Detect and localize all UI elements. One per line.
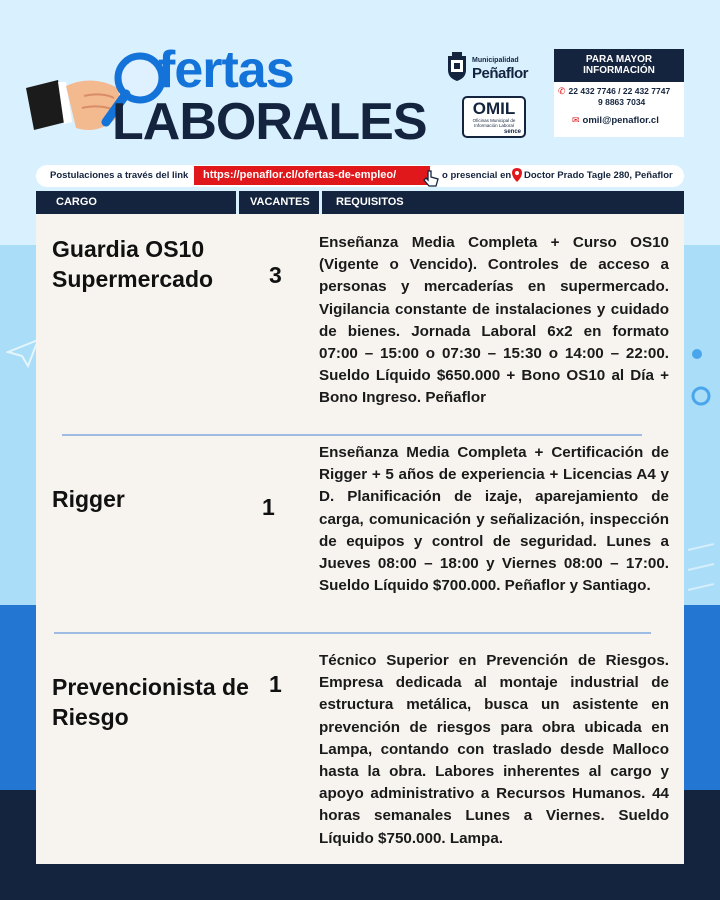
column-header-vacantes: VACANTES	[239, 191, 319, 214]
phone-line-1: ✆ 22 432 7746 / 22 432 7747	[558, 86, 671, 96]
pointer-hand-icon	[422, 169, 440, 187]
requirements-prevencionista: Técnico Superior en Prevención de Riesgos. Empresa dedicada al montaje industrial de estructura metálica, busca un asistente en prevención de riesgos para obra ubicada en Lampa, contando con traslado desde Malloco hasta la obra. Labores inherentes al cargo y apoyo administrativo a Recursos Humanos. 44 horas semanales Lunes a Viernes. Sueldo Líquido $750.000. Lampa.	[319, 652, 669, 847]
email-icon: ✉	[572, 115, 580, 125]
job-title-rigger: Rigger	[52, 486, 125, 512]
omil-title: OMIL	[472, 99, 516, 118]
sence-label: sence	[503, 129, 521, 135]
application-link[interactable]: https://penaflor.cl/ofertas-de-empleo/	[194, 166, 430, 185]
omil-logo	[462, 96, 526, 138]
municipality-logo	[446, 52, 546, 86]
column-header-cargo: CARGO	[36, 191, 236, 214]
title-laborales: LABORALES	[112, 93, 427, 151]
row-divider	[62, 434, 642, 436]
requirements-guardia: Enseñanza Media Completa + Curso OS10 (Vigente o Vencido). Controles de acceso a personas y mercaderías en supermercado. Vigilancia constante de instalaciones y cuidado de bienes. Jornada Laboral 6x2 en formato 07:00 – 15:00 o 07:30 – 15:30 o 14:00 – 22:00. Sueldo Líquido $650.000 + Bono OS10 al Día + Bono Ingreso. Peñaflor	[319, 234, 669, 407]
link-middle-text: o presencial en	[442, 170, 512, 181]
contact-title: PARA MAYOR INFORMACIÓN	[554, 49, 684, 82]
shield-icon	[446, 52, 468, 82]
phone-icon: ✆	[558, 86, 566, 96]
link-prefix: Postulaciones a través del link	[50, 170, 189, 181]
municipality-name: Peñaflor	[472, 65, 529, 82]
job-title-prevencionista: Prevencionista de Riesgo	[52, 674, 249, 730]
email-line: ✉ omil@penaflor.cl	[572, 115, 659, 126]
title-ofertas: fertas	[158, 41, 294, 99]
requirements-rigger: Enseñanza Media Completa + Certificación de Rigger + 5 años de experiencia + Licencias A4 y D. Planificación de izaje, aparejamiento de carga, comunicación y señalización, inspección de equipos y control de seguridad. Lunes a Jueves 08:00 – 18:00 y Viernes 08:00 – 17:00. Sueldo Líquido $700.000. Peñaflor y Santiago.	[319, 444, 669, 595]
phone-line-2: 9 8863 7034	[598, 97, 646, 107]
job-title-guardia: Guardia OS10 Supermercado	[52, 236, 214, 292]
vacancies-prevencionista: 1	[269, 671, 282, 697]
municipality-label: Municipalidad	[472, 57, 519, 64]
contact-box	[554, 49, 684, 137]
decorative-dots	[686, 344, 716, 414]
vacancies-guardia: 3	[269, 262, 282, 288]
paper-plane-icon	[6, 338, 40, 368]
column-header-requisitos: REQUISITOS	[322, 191, 684, 214]
job-listings-panel	[36, 214, 684, 864]
decorative-lines	[684, 540, 718, 600]
location-pin-icon	[512, 168, 522, 182]
application-link-bar	[36, 165, 684, 187]
omil-subtitle: Oficinas Municipal de Información Laboral	[472, 118, 516, 128]
vacancies-rigger: 1	[262, 494, 275, 520]
row-divider	[54, 632, 651, 634]
office-address: Doctor Prado Tagle 280, Peñaflor	[524, 170, 673, 181]
